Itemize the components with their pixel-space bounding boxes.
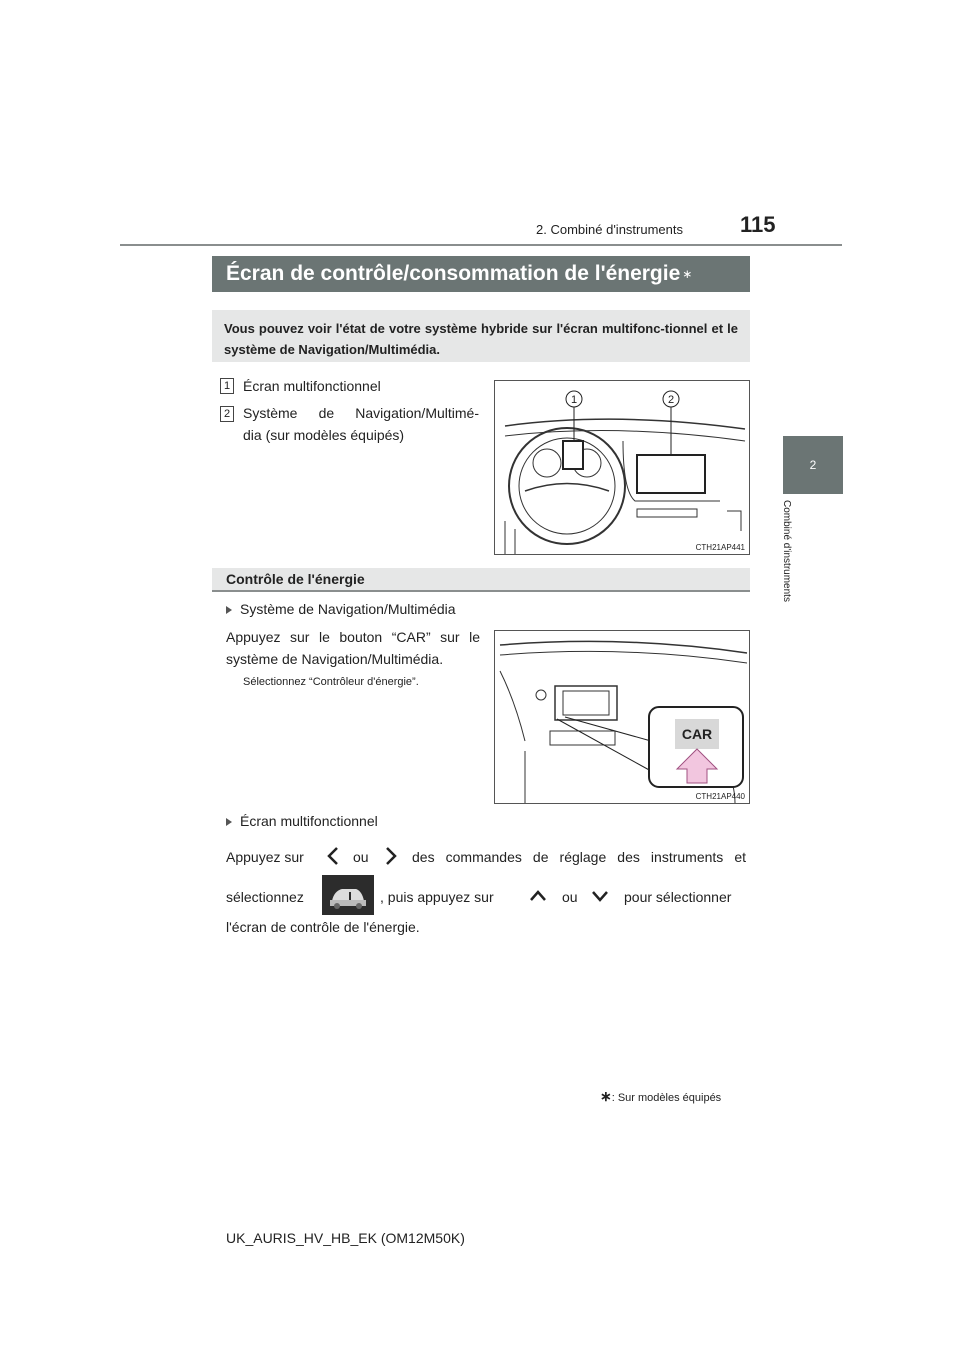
car-button-label: CAR: [681, 726, 713, 742]
nav-heading-text: Système de Navigation/Multimédia: [240, 601, 456, 617]
mid-line-3: l'écran de contrôle de l'énergie.: [226, 919, 420, 935]
chapter-label: [781, 500, 806, 640]
legend-item-2-line2: dia (sur modèles équipés): [243, 427, 405, 443]
footnote: [600, 1088, 721, 1105]
legend-item-2-line1: Système de Navigation/Multimé-: [243, 405, 479, 421]
car-button-figure: [494, 630, 750, 804]
chevron-up-icon: [528, 886, 548, 906]
dashboard-illustration: [495, 381, 749, 554]
asterisk-mark: ∗: [682, 267, 693, 281]
figure-code: CTH21AP441: [695, 543, 745, 552]
header-rule: [120, 244, 842, 246]
footnote-mark: ∗: [600, 1088, 612, 1104]
mid-line-2c: pour sélectionner: [624, 889, 732, 905]
nav-line-2: système de Navigation/Multimédia.: [226, 651, 444, 667]
callout-1-marker: 1: [220, 378, 234, 394]
dashboard-figure: [494, 380, 750, 555]
footnote-text: : Sur modèles équipés: [611, 1092, 722, 1104]
mid-heading: [226, 810, 378, 832]
document-id: UK_AURIS_HV_HB_EK (OM12M50K): [226, 1230, 465, 1246]
mid-line-1a: Appuyez sur: [226, 849, 304, 865]
vehicle-icon: [322, 875, 374, 915]
chevron-right-icon: [384, 846, 398, 866]
car-button-illustration: [495, 631, 749, 803]
mid-line-2-or: ou: [562, 889, 578, 905]
header-section: 2. Combiné d'instruments: [536, 222, 683, 237]
page-number: 115: [740, 212, 776, 237]
nav-heading: [226, 598, 456, 620]
mid-line-1-or: ou: [353, 849, 369, 865]
figure-code: CTH21AP440: [695, 792, 745, 801]
mid-line-1b: des commandes de réglage des instruments et: [412, 849, 746, 865]
mid-line-2a: sélectionnez: [226, 889, 304, 905]
nav-line-1: Appuyez sur le bouton “CAR” sur le: [226, 629, 480, 645]
mid-heading-text: Écran multifonctionnel: [240, 813, 378, 829]
legend-item-1: Écran multifonctionnel: [243, 378, 381, 394]
chapter-tab: 2: [783, 436, 843, 494]
chevron-down-icon: [590, 886, 610, 906]
section-title-text: Écran de contrôle/consommation de l'énergie: [226, 262, 681, 285]
mid-line-2b: , puis appuyez sur: [380, 889, 494, 905]
nav-note: Sélectionnez “Contrôleur d'énergie”.: [243, 676, 419, 688]
chapter-label-text: Combiné d'instruments: [781, 500, 792, 602]
figure-callout-2: 2: [667, 394, 675, 406]
intro-box: Vous pouvez voir l'état de votre système hybride sur l'écran multifonc-tionnel et le système de Navigation/Multimédia.: [212, 310, 750, 362]
subheading: Contrôle de l'énergie: [212, 568, 750, 592]
triangle-bullet-icon: [226, 606, 232, 614]
figure-callout-1: 1: [570, 394, 578, 406]
triangle-bullet-icon: [226, 818, 232, 826]
section-title: [212, 256, 750, 292]
callout-2-marker: 2: [220, 406, 234, 422]
chevron-left-icon: [326, 846, 340, 866]
